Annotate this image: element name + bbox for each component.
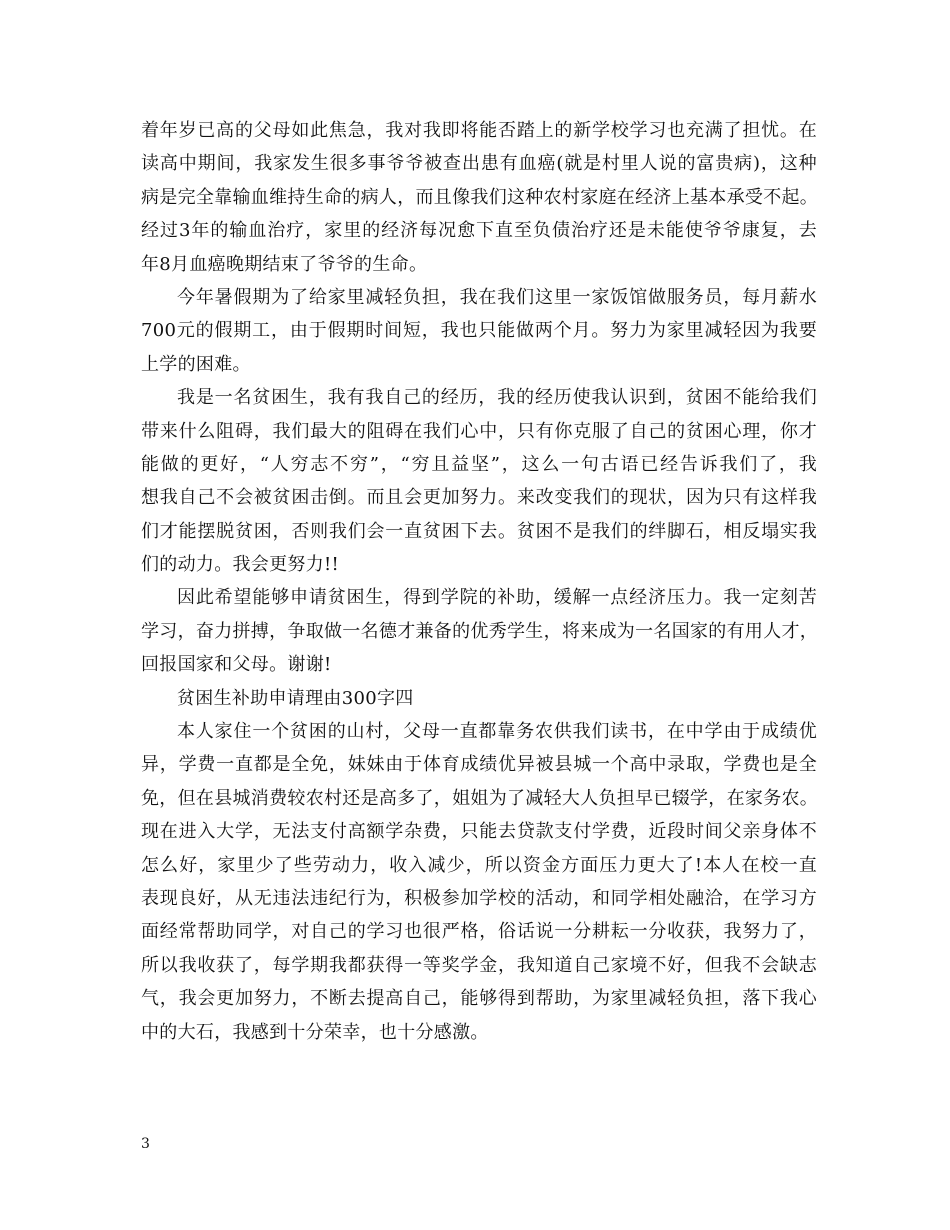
- text-line: 今年暑假期为了给家里减轻负担，我在我们这里一家饭馆做服务员，每月薪水: [177, 286, 817, 308]
- text-line: 着年岁已高的父母如此焦急，我对我即将能否踏上的新学校学习也充满了担忧。在: [141, 120, 817, 141]
- text-line: 能做的更好，“人穷志不穷”，“穷且益坚”，这么一句古语已经告诉我们了，我: [141, 453, 817, 475]
- text-line: 们的动力。我会更努力!!: [141, 554, 340, 576]
- text-line: 现在进入大学，无法支付高额学杂费，只能去贷款支付学费，近段时间父亲身体不: [141, 821, 817, 843]
- text-line: 怎么好，家里少了些劳动力，收入减少，所以资金方面压力更大了!本人在校一直: [141, 854, 817, 876]
- text-line: 气，我会更加努力，不断去提高自己，能够得到帮助，为家里减轻负担，落下我心: [141, 988, 817, 1010]
- text-line: 表现良好，从无违法违纪行为，积极参加学校的活动，和同学相处融洽，在学习方: [141, 887, 817, 909]
- text-line: 病是完全靠输血维持生命的病人，而且像我们这种农村家庭在经济上基本承受不起。: [141, 186, 819, 208]
- body-text: [141, 114, 817, 1049]
- page-number: 3: [141, 1136, 150, 1152]
- text-line: 所以我收获了，每学期我都获得一等奖学金，我知道自己家境不好，但我不会缺志: [141, 954, 817, 976]
- text-line: 上学的困难。: [141, 353, 251, 375]
- text-line: 本人家住一个贫困的山村，父母一直都靠务农供我们读书，在中学由于成绩优: [177, 721, 817, 743]
- text-line: 学习，奋力拼搏，争取做一名德才兼备的优秀学生，将来成为一名国家的有用人才，: [141, 620, 819, 642]
- text-line: 中的大石，我感到十分荣幸，也十分感激。: [141, 1021, 489, 1043]
- text-line: 700元的假期工，由于假期时间短，我也只能做两个月。努力为家里减轻因为我要: [141, 320, 817, 342]
- text-line: 我是一名贫困生，我有我自己的经历，我的经历使我认识到，贫困不能给我们: [177, 387, 817, 409]
- text-line: 因此希望能够申请贫困生，得到学院的补助，缓解一点经济压力。我一定刻苦: [177, 587, 817, 609]
- text-line: 经过3年的输血治疗，家里的经济每况愈下直至负债治疗还是未能使爷爷康复，去: [141, 220, 817, 242]
- text-line: 面经常帮助同学，对自己的学习也很严格，俗话说一分耕耘一分收获，我努力了，: [141, 921, 817, 943]
- text-line: 回报国家和父母。谢谢!: [141, 654, 332, 676]
- text-line: 贫困生补助申请理由300字四: [177, 687, 414, 709]
- text-line: 免，但在县城消费较农村还是高多了，姐姐为了减轻大人负担早已辍学，在家务农。: [141, 787, 819, 809]
- text-line: 异，学费一直都是全免，妹妹由于体育成绩优异被县城一个高中录取，学费也是全: [141, 754, 817, 776]
- text-line: 想我自己不会被贫困击倒。而且会更加努力。来改变我们的现状，因为只有这样我: [141, 487, 817, 509]
- text-line: 带来什么阻碍，我们最大的阻碍在我们心中，只有你克服了自己的贫困心理，你才: [141, 420, 817, 442]
- text-line: 们才能摆脱贫困，否则我们会一直贫困下去。贫困不是我们的绊脚石，相反塌实我: [141, 520, 817, 542]
- text-line: 年8月血癌晚期结束了爷爷的生命。: [141, 253, 428, 275]
- text-line: 读高中期间，我家发生很多事爷爷被查出患有血癌(就是村里人说的富贵病)，这种: [141, 153, 817, 175]
